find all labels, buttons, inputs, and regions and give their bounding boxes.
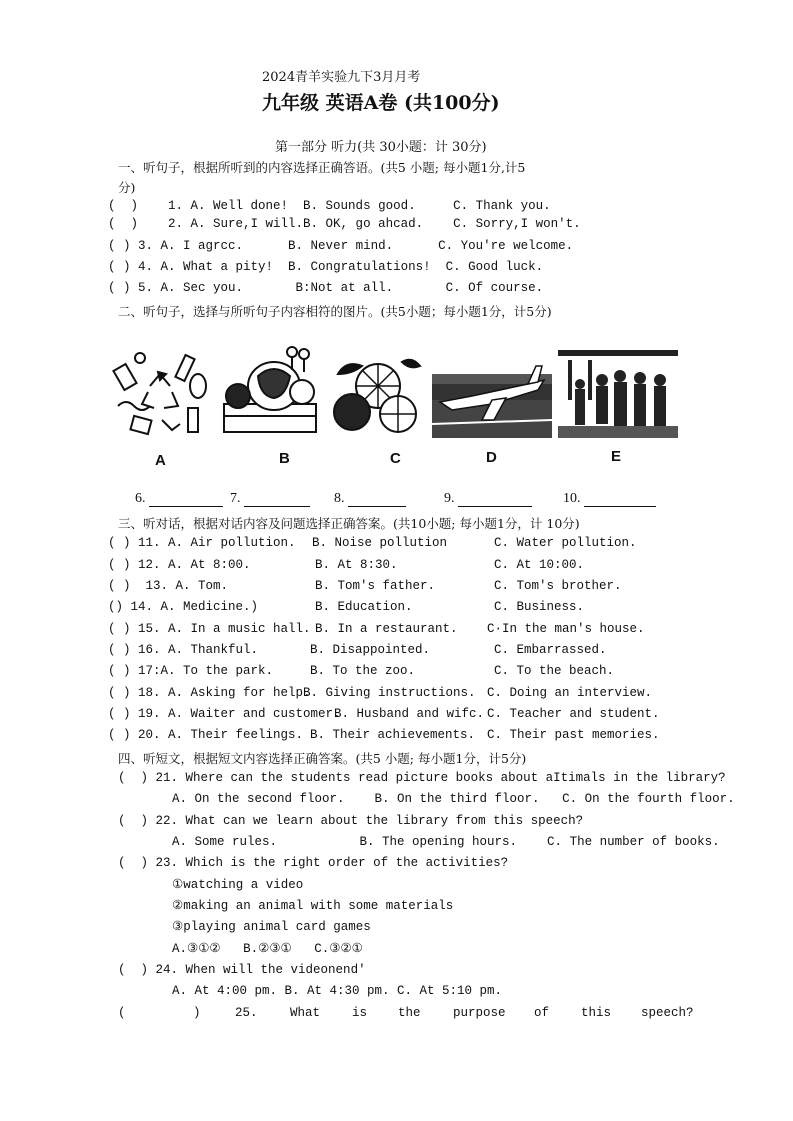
section1-heading: 一、听句子，根据所听到的内容选择正确答语。(共5 小题; 每小题1分,计5 [118, 160, 526, 175]
answer-blank-8[interactable] [348, 492, 406, 507]
question-row [108, 663, 273, 679]
recycling-icon [110, 346, 212, 442]
option-b: B. Noise pollution [312, 536, 448, 550]
option-b: B. Disappointed. [310, 643, 431, 657]
section3-heading: 三、听对话，根据对话内容及问题选择正确答案。(共10小题; 每小题1分，计 10分) [118, 516, 580, 531]
question-row [118, 770, 726, 786]
option-b: B. Husband and wifc. [334, 707, 485, 721]
blank-label: 7. [230, 491, 241, 506]
blank-label: 9. [444, 491, 455, 506]
answer-bracket[interactable]: ( ) [108, 239, 131, 253]
answer-bracket[interactable]: ( ) [118, 856, 149, 870]
answer-bracket[interactable]: ( ) [108, 260, 131, 274]
activity-item: ③playing animal card games [172, 920, 371, 934]
question-25-word: ) [193, 1006, 201, 1020]
picture-label-d: D [486, 449, 497, 466]
question-text: 2. A. Sure,I will.B. OK, go ahcad. C. Sorry,I won't. [168, 217, 581, 231]
answer-blank-6[interactable] [149, 492, 223, 507]
answer-blanks [135, 491, 223, 507]
answer-bracket[interactable]: ( ) [108, 728, 131, 742]
question-25-word: is [352, 1006, 368, 1020]
options-row: A. At 4:00 pm. B. At 4:30 pm. C. At 5:10 pm. [172, 984, 503, 998]
blank-label: 10. [563, 491, 581, 506]
question-row [108, 578, 228, 594]
option-c: C. Water pollution. [494, 536, 637, 550]
option-c: C. Tom's brother. [494, 579, 622, 593]
option-c: C. To the beach. [494, 664, 615, 678]
question-text: 23. Which is the right order of the activities? [155, 856, 509, 870]
question-row [118, 962, 366, 978]
picture-a [110, 346, 212, 442]
answer-bracket[interactable]: ( ) [118, 771, 149, 785]
answer-bracket[interactable]: ( ) [108, 664, 131, 678]
options-row: A. Some rules. B. The opening hours. C. The number of books. [172, 835, 720, 849]
answer-bracket[interactable]: ( ) [108, 643, 131, 657]
picture-d [432, 350, 552, 438]
picture-c [328, 354, 424, 438]
option-c: C. Doing an interview. [487, 686, 653, 700]
question-text: 4. A. What a pity! B. Congratulations! C. Good luck. [138, 260, 544, 274]
option-b: B. To the zoo. [310, 664, 416, 678]
answer-bracket[interactable]: ( ) [108, 579, 131, 593]
option-a: 16. A. Thankful. [138, 643, 259, 657]
picture-b [218, 346, 322, 442]
option-c: C·In the man's house. [487, 622, 645, 636]
answer-blank-10[interactable] [584, 492, 656, 507]
picture-label-c: C [390, 450, 401, 467]
answer-bracket[interactable]: ( ) [108, 622, 131, 636]
question-text: 5. A. Sec you. B:Not at all. C. Of course. [138, 281, 544, 295]
question-row [108, 216, 581, 232]
question-row [108, 238, 573, 254]
question-text: 22. What can we learn about the library from this speech? [155, 814, 584, 828]
answer-bracket[interactable]: ( ) [118, 814, 149, 828]
question-25-word: speech? [641, 1006, 694, 1020]
option-c: C. Business. [494, 600, 585, 614]
option-c: C. Embarrassed. [494, 643, 607, 657]
question-25-word: What [290, 1006, 321, 1020]
question-row [108, 642, 258, 658]
option-b: B. Their achievements. [310, 728, 476, 742]
question-row [108, 198, 551, 214]
option-b: B. Giving instructions. [303, 686, 476, 700]
option-a: 19. A. Waiter and customer. [138, 707, 341, 721]
main-title: 九年级 英语A卷 (共100分) [262, 92, 500, 114]
picture-label-e: E [611, 448, 622, 465]
option-a: 15. A. In a music hall. [138, 622, 311, 636]
answer-blanks [444, 491, 532, 507]
question-25-word: of [534, 1006, 550, 1020]
section4-heading: 四、听短文，根据短文内容选择正确答案。(共5 小题; 每小题1分，计5分) [118, 751, 527, 766]
option-c: C. Teacher and student. [487, 707, 660, 721]
blank-label: 8. [334, 491, 345, 506]
option-a: 11. A. Air pollution. [138, 536, 296, 550]
question-text: 24. When will the videonend' [155, 963, 366, 977]
question-row [118, 855, 508, 871]
answer-blanks [563, 491, 656, 507]
picture-label-b: B [279, 450, 290, 467]
activity-item: ①watching a video [172, 878, 304, 892]
exam-title: 2024青羊实验九下3月月考 [262, 70, 421, 85]
question-row [108, 685, 311, 701]
option-a: 13. A. Tom. [138, 579, 229, 593]
question-row [108, 557, 251, 573]
options-row: A. On the second floor. B. On the third floor. C. On the fourth floor. [172, 792, 735, 806]
answer-bracket[interactable]: ( ) [108, 199, 139, 213]
question-row [108, 259, 543, 275]
answer-bracket[interactable]: ( ) [108, 217, 139, 231]
answer-blank-9[interactable] [458, 492, 532, 507]
question-text: 21. Where can the students read picture books about aItimals in the library? [155, 771, 726, 785]
answer-bracket[interactable]: ( ) [108, 558, 131, 572]
answer-blank-7[interactable] [244, 492, 310, 507]
blank-label: 6. [135, 491, 146, 506]
option-c: C. At 10:00. [494, 558, 585, 572]
options-row: A.③①② B.②③① C.③②① [172, 942, 363, 956]
question-25-word[interactable]: ( [118, 1006, 126, 1020]
question-text: 3. A. I agrcc. B. Never mind. C. You're welcome. [138, 239, 574, 253]
oranges-icon [328, 354, 424, 438]
option-a: 14. A. Medicine.) [130, 600, 259, 614]
option-b: B. In a restaurant. [315, 622, 458, 636]
question-row [108, 535, 296, 551]
option-a: 12. A. At 8:00. [138, 558, 251, 572]
option-b: B. Education. [315, 600, 413, 614]
question-25-word: this [581, 1006, 612, 1020]
picture-e [558, 350, 678, 438]
question-row [108, 599, 258, 615]
question-25-word: the [398, 1006, 421, 1020]
question-25-word: purpose [453, 1006, 506, 1020]
answer-bracket[interactable]: ( ) [108, 686, 131, 700]
question-row [108, 280, 543, 296]
question-25-word: 25. [235, 1006, 258, 1020]
answer-blanks [230, 491, 310, 507]
option-a: 18. A. Asking for help. [138, 686, 311, 700]
answer-bracket[interactable]: ( ) [108, 536, 131, 550]
answer-blanks [334, 491, 406, 507]
option-a: 20. A. Their feelings. [138, 728, 304, 742]
option-c: C. Their past memories. [487, 728, 660, 742]
people-icon [558, 350, 678, 438]
question-row [108, 706, 341, 722]
question-row [118, 813, 583, 829]
question-row [108, 621, 311, 637]
question-text: 1. A. Well done! B. Sounds good. C. Thank you. [168, 199, 551, 213]
question-row [108, 727, 303, 743]
part-title: 第一部分 听力(共 30小题：计 30分) [275, 140, 487, 155]
food-basket-icon [218, 346, 322, 442]
answer-bracket[interactable]: () [108, 600, 124, 614]
option-b: B. At 8:30. [315, 558, 398, 572]
answer-bracket[interactable]: ( ) [118, 963, 149, 977]
activity-item: ②making an animal with some materials [172, 899, 454, 913]
picture-label-a: A [155, 452, 166, 469]
answer-bracket[interactable]: ( ) [108, 281, 131, 295]
option-b: B. Tom's father. [315, 579, 436, 593]
section2-heading: 二、听句子，选择与所听句子内容相符的图片。(共5小题；每小题1分，计5分) [118, 304, 552, 319]
airplane-icon [432, 350, 552, 438]
answer-bracket[interactable]: ( ) [108, 707, 131, 721]
section1-heading-cont: 分) [118, 180, 136, 195]
option-a: 17:A. To the park. [138, 664, 274, 678]
